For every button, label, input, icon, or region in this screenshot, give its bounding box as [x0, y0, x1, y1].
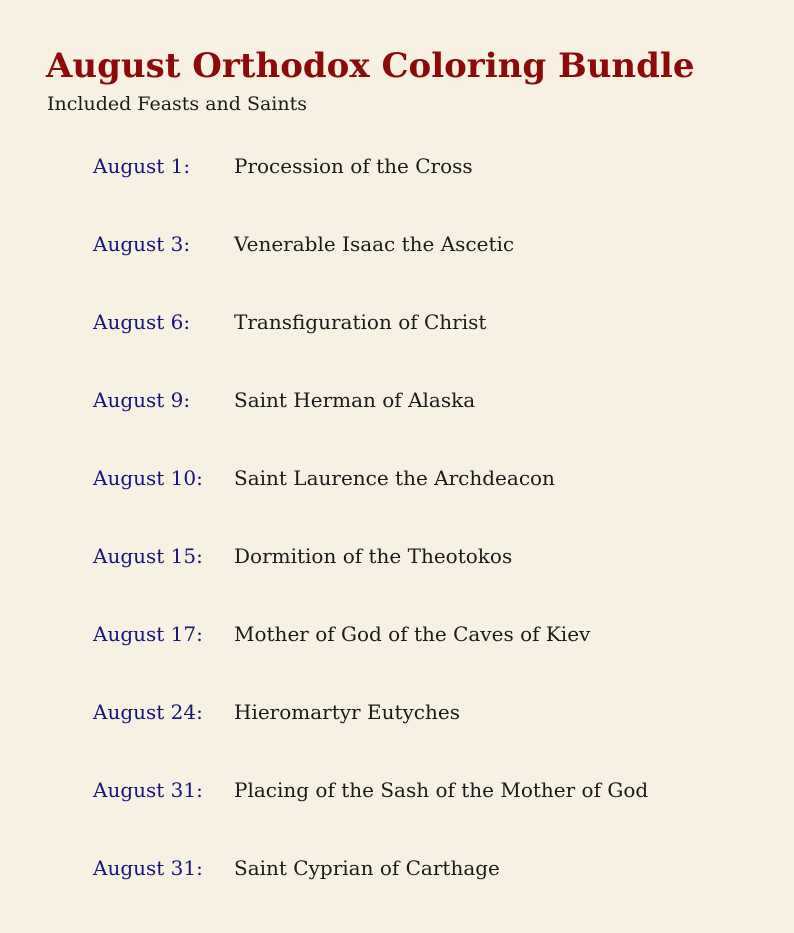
- feast-date: August 1:: [93, 154, 191, 178]
- feast-name: Saint Cyprian of Carthage: [234, 856, 500, 880]
- feast-date: August 15:: [93, 544, 203, 568]
- feast-name: Saint Laurence the Archdeacon: [234, 466, 555, 490]
- list-item: [93, 387, 773, 465]
- list-item: [93, 621, 773, 699]
- feast-date: August 6:: [93, 310, 191, 334]
- feast-name: Saint Herman of Alaska: [234, 388, 476, 412]
- list-item: [93, 699, 773, 777]
- feast-date: August 9:: [93, 388, 191, 412]
- page-subtitle: Included Feasts and Saints: [47, 93, 308, 115]
- feast-date: August 24:: [93, 700, 203, 724]
- feast-date: August 31:: [93, 856, 203, 880]
- page-title: August Orthodox Coloring Bundle: [46, 46, 695, 86]
- list-item: [93, 855, 773, 933]
- list-item: [93, 465, 773, 543]
- feast-list: [93, 153, 773, 933]
- feast-name: Transfiguration of Christ: [234, 310, 487, 334]
- feast-name: Mother of God of the Caves of Kiev: [234, 622, 591, 646]
- feast-date: August 31:: [93, 778, 203, 802]
- list-item: [93, 543, 773, 621]
- list-item: [93, 777, 773, 855]
- feast-name: Procession of the Cross: [234, 154, 473, 178]
- list-item: [93, 153, 773, 231]
- feast-name: Hieromartyr Eutyches: [234, 700, 460, 724]
- list-item: [93, 309, 773, 387]
- feast-name: Placing of the Sash of the Mother of God: [234, 778, 649, 802]
- feast-name: Dormition of the Theotokos: [234, 544, 513, 568]
- feast-date: August 17:: [93, 622, 203, 646]
- list-item: [93, 231, 773, 309]
- feast-date: August 3:: [93, 232, 191, 256]
- feast-date: August 10:: [93, 466, 203, 490]
- feast-name: Venerable Isaac the Ascetic: [234, 232, 515, 256]
